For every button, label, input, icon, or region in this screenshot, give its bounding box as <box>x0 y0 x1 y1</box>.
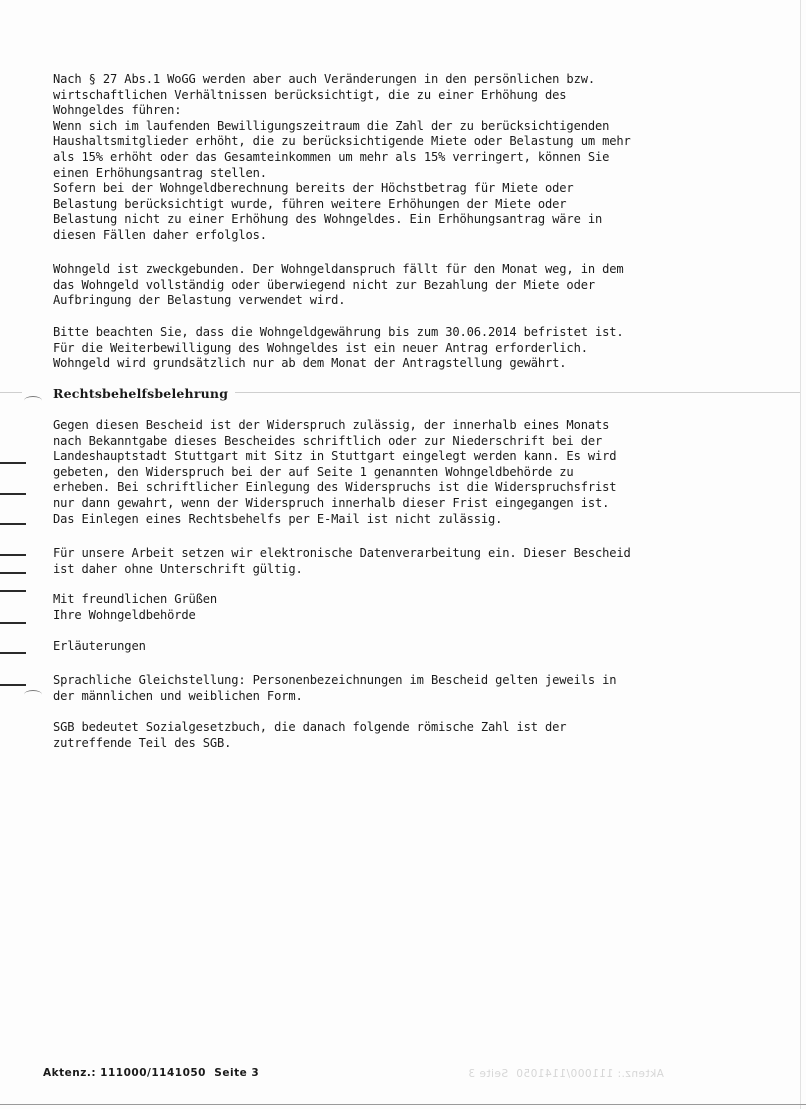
punch-mark <box>0 572 26 574</box>
punch-mark <box>0 622 26 624</box>
scan-mark <box>24 396 42 405</box>
punch-mark <box>0 523 26 525</box>
explanations-heading: Erläuterungen <box>53 639 146 653</box>
paragraph-electronic-processing: Für unsere Arbeit setzen wir elektronische Datenverarbeitung ein. Dieser Bescheid ist daher ohne Unterschrift gültig. <box>53 546 631 576</box>
punch-mark <box>0 554 26 556</box>
closing-greeting: Mit freundlichen Grüßen Ihre Wohngeldbehörde <box>53 592 218 622</box>
file-reference-footer: Aktenz.: 111000/1141050 Seite 3 <box>43 1067 260 1079</box>
paragraph-wogg-changes: Nach § 27 Abs.1 WoGG werden aber auch Veränderungen in den persönlichen bzw. wirtschaftlichen Verhältnissen berücksichtigt, die zu einer Erhöhung des Wohngeldes führen: Wenn sich im laufenden Bewilligungszeitraum die Zahl der zu berücksichtigenden Haushaltsmitglieder erhöht, die zu berücksichtigende Miete oder Belastung um mehr als 15% erhöht oder das Gesamteinkommen um mehr als 15% verringert, können Sie einen Erhöhungsantrag stellen. Sofern bei der Wohngeldberechnung bereits der Höchstbetrag für Miete oder Belastung berücksichtigt wurde, führen weitere Erhöhungen der Miete oder Belastung nicht zu einer Erhöhung des Wohngeldes. Ein Erhöhungsantrag wäre in diesen Fällen daher erfolglos. <box>53 72 631 242</box>
punch-mark <box>0 684 26 686</box>
paragraph-time-limit: Bitte beachten Sie, dass die Wohngeldgewährung bis zum 30.06.2014 befristet ist. Für die Weiterbewilligung des Wohngeldes ist ein neuer Antrag erforderlich. Wohngeld wird grundsätzlich nur ab dem Monat der Antragstellung gewährt. <box>53 325 624 371</box>
paragraph-purpose-bound: Wohngeld ist zweckgebunden. Der Wohngeldanspruch fällt für den Monat weg, in dem das Wohngeld vollständig oder überwiegend nicht zur Bezahlung der Miete oder Aufbringung der Belastung verwendet wird. <box>53 262 624 308</box>
punch-mark <box>0 462 26 464</box>
paragraph-sgb-note: SGB bedeutet Sozialgesetzbuch, die danach folgende römische Zahl ist der zutreffende Teil des SGB. <box>53 720 567 750</box>
paragraph-legal-remedy: Gegen diesen Bescheid ist der Widerspruch zulässig, der innerhalb eines Monats nach Bekanntgabe dieses Bescheides schriftlich oder zur Niederschrift bei der Landeshauptstadt Stuttgart mit Sitz in Stuttgart eingelegt werden kann. Es wird gebeten, den Widerspruch bei der auf Seite 1 genannten Wohngeldbehörde zu erheben. Bei schriftlicher Einlegung des Widerspruchs ist die Widerspruchsfrist nur dann gewahrt, wenn der Widerspruch innerhalb dieser Frist eingegangen ist. Das Einlegen eines Rechtsbehelfs per E-Mail ist nicht zulässig. <box>53 418 617 526</box>
punch-mark <box>0 493 26 495</box>
punch-mark <box>0 652 26 654</box>
page-edge-right <box>800 0 801 1109</box>
paragraph-gender-equality: Sprachliche Gleichstellung: Personenbezeichnungen im Bescheid gelten jeweils in der männlichen und weiblichen Form. <box>53 673 617 703</box>
scan-mark <box>24 690 42 699</box>
page-edge-bottom <box>0 1104 806 1105</box>
heading-rule-right <box>235 392 800 393</box>
section-heading: Rechtsbehelfsbelehrung <box>53 386 229 401</box>
punch-mark <box>0 590 26 592</box>
heading-rule-left <box>0 392 22 393</box>
bleed-through-footer: Aktenz.: 111000/1141050 Seite 3 <box>468 1068 664 1080</box>
